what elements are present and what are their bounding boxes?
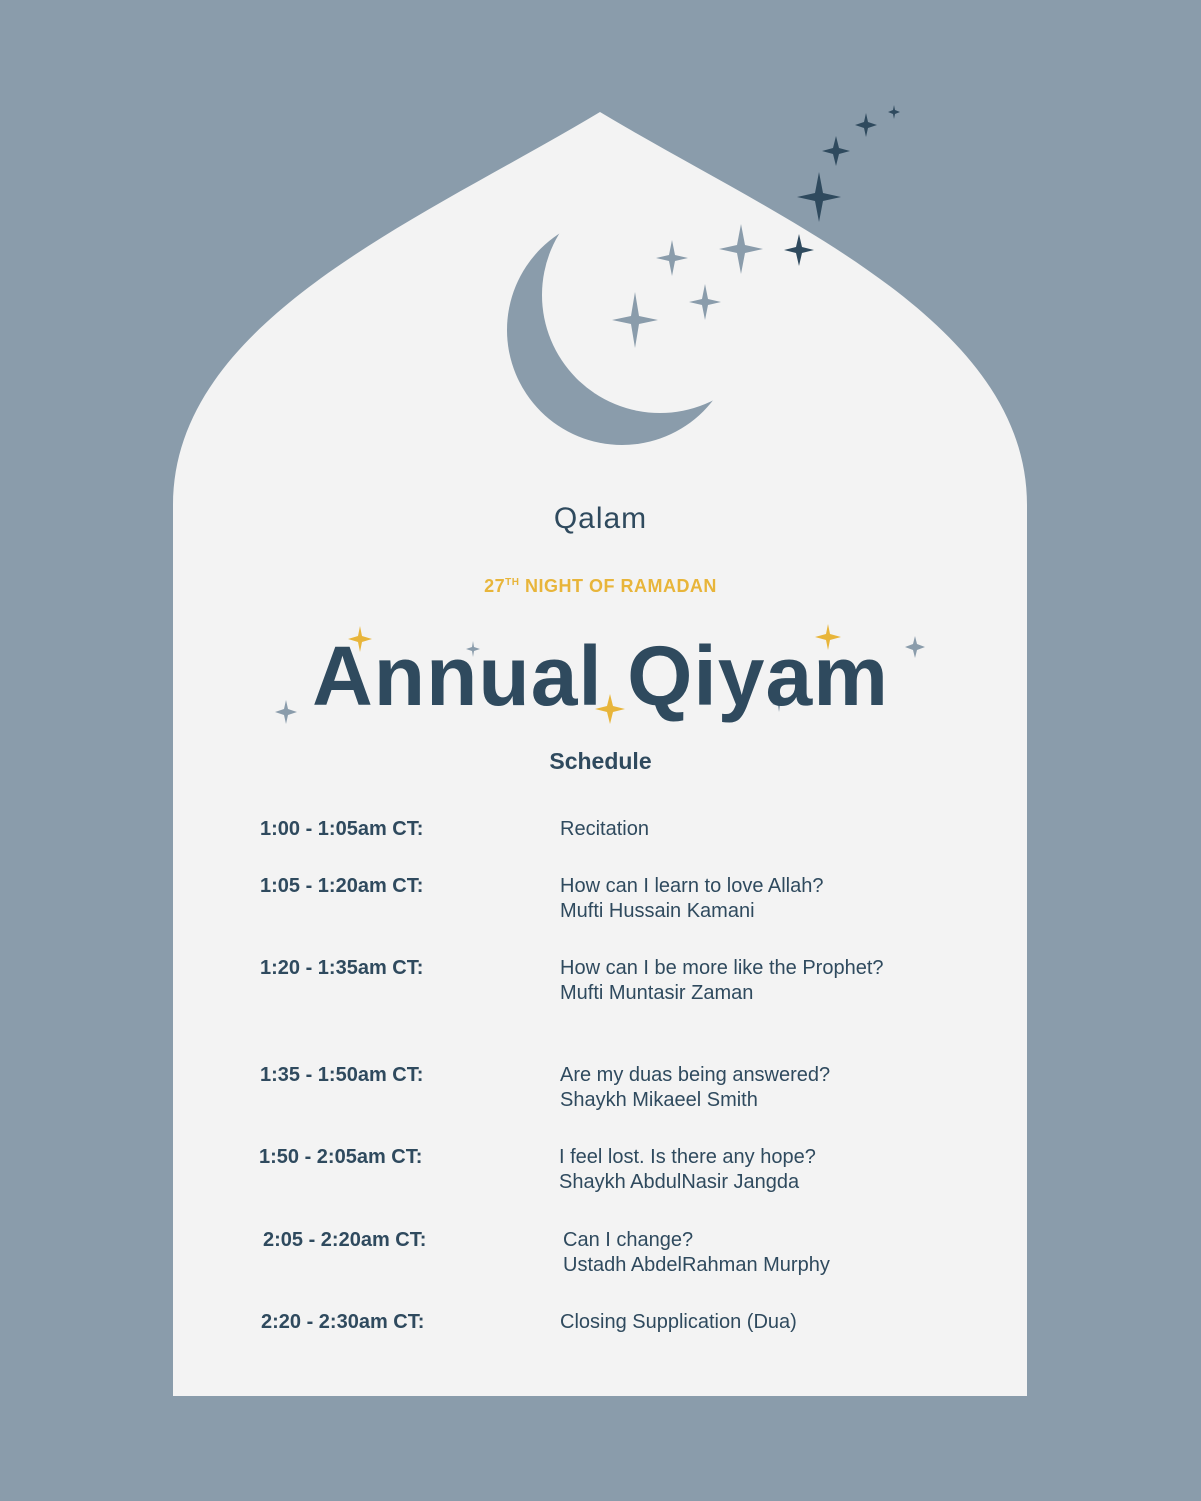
star-icon [888, 105, 900, 119]
schedule-time: 2:05 - 2:20am CT: [263, 1229, 427, 1251]
night-label [0, 576, 1201, 597]
schedule-topic: How can I learn to love Allah? [560, 875, 824, 897]
night-suffix: TH [505, 577, 520, 588]
brand-logo: Qalam [553, 502, 648, 535]
schedule-time: 1:35 - 1:50am CT: [260, 1064, 424, 1086]
schedule-topic: I feel lost. Is there any hope? [559, 1146, 816, 1168]
star-icon [797, 172, 841, 222]
schedule-speaker: Mufti Muntasir Zaman [560, 982, 754, 1004]
star-icon [855, 113, 877, 137]
schedule-topic: Are my duas being answered? [560, 1064, 831, 1086]
schedule-time: 2:20 - 2:30am CT: [261, 1311, 425, 1333]
schedule-speaker: Ustadh AbdelRahman Murphy [563, 1254, 830, 1276]
schedule-speaker: Shaykh Mikaeel Smith [560, 1089, 758, 1111]
schedule-time: 1:50 - 2:05am CT: [259, 1146, 423, 1168]
schedule-time: 1:20 - 1:35am CT: [260, 957, 424, 979]
schedule-topic: Recitation [560, 818, 649, 840]
schedule-time: 1:05 - 1:20am CT: [260, 875, 424, 897]
night-text: NIGHT OF RAMADAN [524, 576, 717, 596]
event-title: Annual Qiyam [312, 629, 889, 723]
star-icon [822, 136, 850, 166]
schedule-topic: Can I change? [563, 1229, 694, 1251]
schedule-speaker: Shaykh AbdulNasir Jangda [559, 1171, 800, 1193]
schedule-time: 1:00 - 1:05am CT: [260, 818, 424, 840]
schedule-topic: Closing Supplication (Dua) [560, 1311, 797, 1333]
schedule-speaker: Mufti Hussain Kamani [560, 900, 755, 922]
schedule-topic: How can I be more like the Prophet? [560, 957, 884, 979]
crescent-moon-icon [507, 215, 737, 445]
schedule-heading: Schedule [549, 748, 652, 774]
night-number: 27 [484, 576, 506, 596]
